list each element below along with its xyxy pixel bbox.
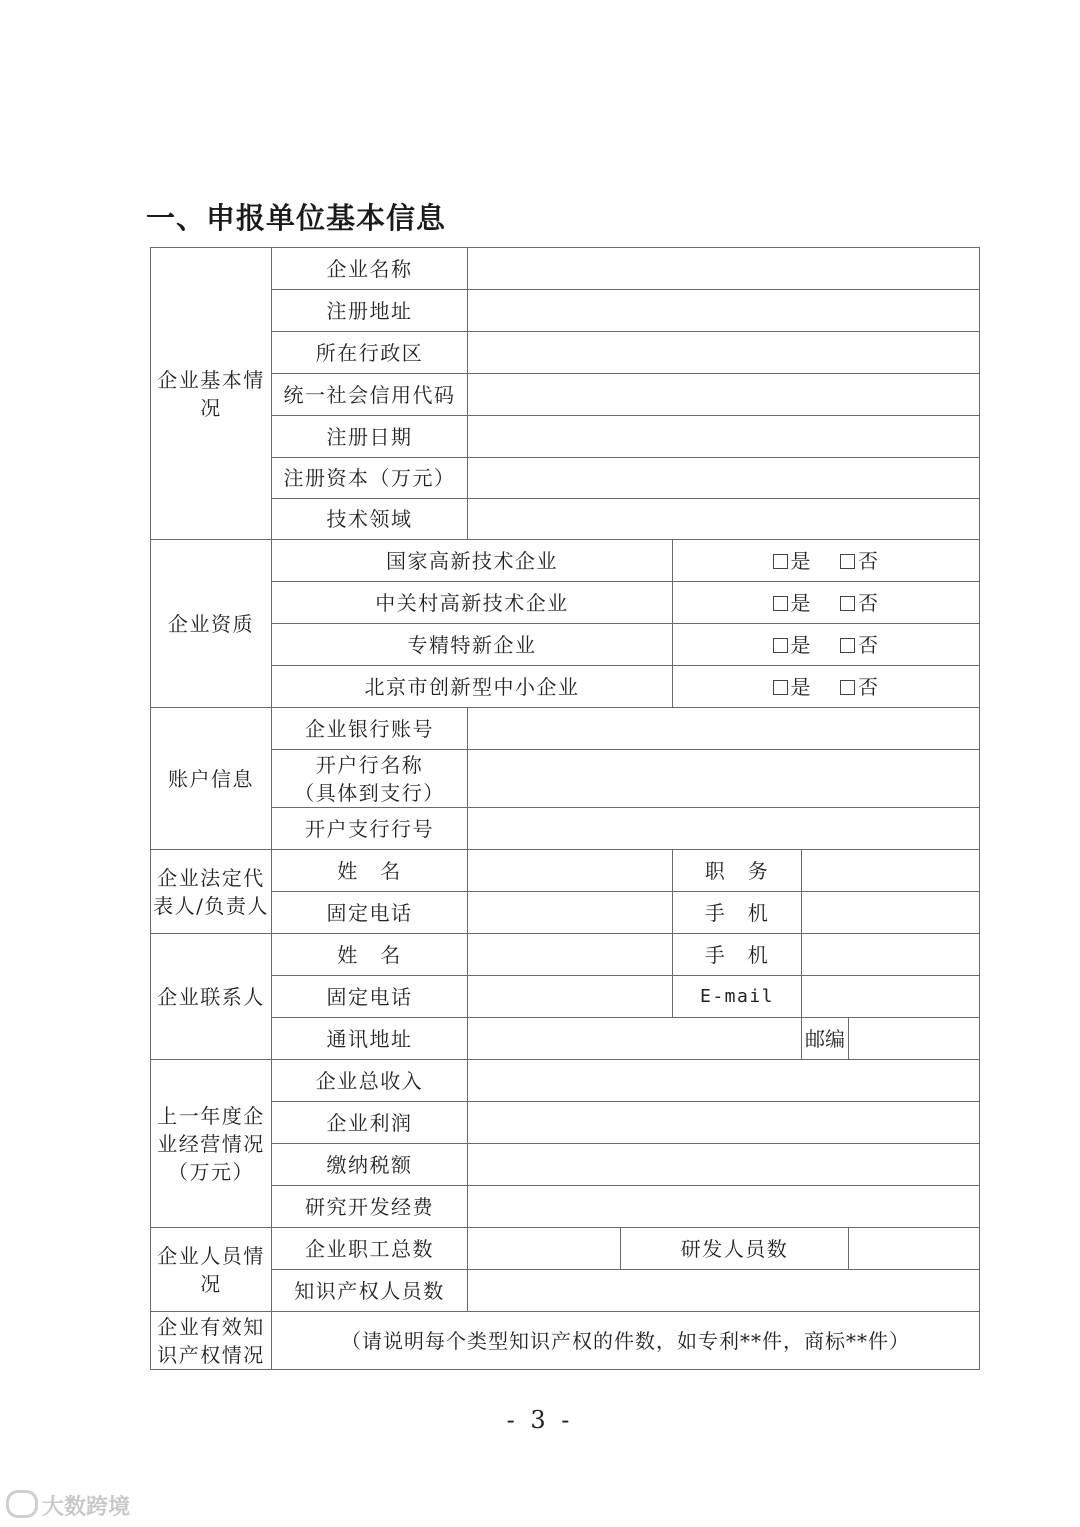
registration-date-label: 注册日期 [272, 416, 468, 458]
qualification-item-label: 国家高新技术企业 [272, 540, 673, 582]
no-checkbox[interactable]: 否 [840, 589, 880, 617]
yes-no-choice [673, 540, 980, 582]
registered-capital-field[interactable] [468, 458, 980, 499]
branch-number-field[interactable] [468, 808, 980, 850]
registered-capital-label: 注册资本（万元） [272, 458, 468, 499]
total-revenue-field[interactable] [468, 1060, 980, 1102]
rd-expense-label: 研究开发经费 [272, 1186, 468, 1228]
contact-address-field[interactable] [468, 1018, 802, 1060]
tech-field-label: 技术领域 [272, 499, 468, 540]
yes-no-choice [673, 666, 980, 708]
rd-expense-field[interactable] [468, 1186, 980, 1228]
checkbox-icon [840, 596, 855, 611]
checkbox-icon [773, 638, 788, 653]
legal-rep-title-field[interactable] [802, 850, 980, 892]
page-number: - 3 - [506, 1406, 574, 1434]
postcode-label: 邮编 [802, 1018, 849, 1060]
operation-group-label: 上一年度企业经营情况（万元） [151, 1060, 272, 1228]
total-revenue-label: 企业总收入 [272, 1060, 468, 1102]
contact-name-field[interactable] [468, 934, 673, 976]
legal-rep-phone-field[interactable] [468, 892, 673, 934]
bank-name-field[interactable] [468, 750, 980, 808]
credit-code-field[interactable] [468, 374, 980, 416]
legal-rep-name-label: 姓 名 [272, 850, 468, 892]
qualification-item-label: 专精特新企业 [272, 624, 673, 666]
company-name-label: 企业名称 [272, 248, 468, 290]
bank-name-label: 开户行名称 （具体到支行） [272, 750, 468, 808]
rd-staff-field[interactable] [849, 1228, 980, 1270]
contact-name-label: 姓 名 [272, 934, 468, 976]
district-label: 所在行政区 [272, 332, 468, 374]
basic-info-group-label: 企业基本情况 [151, 248, 272, 540]
tech-field-field[interactable] [468, 499, 980, 540]
yes-no-choice [673, 582, 980, 624]
registered-address-label: 注册地址 [272, 290, 468, 332]
contact-mobile-field[interactable] [802, 934, 980, 976]
checkbox-icon [840, 638, 855, 653]
contact-email-field[interactable] [802, 976, 980, 1018]
postcode-field[interactable] [849, 1018, 980, 1060]
section-heading: 一、申报单位基本信息 [146, 201, 447, 235]
branch-number-label: 开户支行行号 [272, 808, 468, 850]
total-staff-label: 企业职工总数 [272, 1228, 468, 1270]
yes-checkbox[interactable]: 是 [773, 547, 813, 575]
checkbox-icon [840, 554, 855, 569]
profit-label: 企业利润 [272, 1102, 468, 1144]
ip-staff-field[interactable] [468, 1270, 980, 1312]
watermark: 大数跨境 [6, 1490, 130, 1521]
checkbox-icon [773, 680, 788, 695]
ip-staff-label: 知识产权人员数 [272, 1270, 468, 1312]
qualification-item-label: 中关村高新技术企业 [272, 582, 673, 624]
contact-address-label: 通讯地址 [272, 1018, 468, 1060]
bank-account-field[interactable] [468, 708, 980, 750]
registered-address-field[interactable] [468, 290, 980, 332]
watermark-logo-icon [6, 1490, 38, 1518]
ip-status-group-label: 企业有效知识产权情况 [151, 1312, 272, 1370]
contact-phone-field[interactable] [468, 976, 673, 1018]
qualification-item-label: 北京市创新型中小企业 [272, 666, 673, 708]
bank-account-label: 企业银行账号 [272, 708, 468, 750]
application-form-table [150, 247, 980, 1370]
legal-rep-phone-label: 固定电话 [272, 892, 468, 934]
rd-staff-label: 研发人员数 [621, 1228, 849, 1270]
contact-mobile-label: 手 机 [673, 934, 802, 976]
checkbox-icon [773, 554, 788, 569]
yes-checkbox[interactable]: 是 [773, 589, 813, 617]
checkbox-icon [840, 680, 855, 695]
yes-no-choice [673, 624, 980, 666]
legal-rep-title-label: 职 务 [673, 850, 802, 892]
legal-rep-name-field[interactable] [468, 850, 673, 892]
legal-rep-group-label: 企业法定代表人/负责人 [151, 850, 272, 934]
tax-paid-label: 缴纳税额 [272, 1144, 468, 1186]
account-group-label: 账户信息 [151, 708, 272, 850]
registration-date-field[interactable] [468, 416, 980, 458]
staff-group-label: 企业人员情况 [151, 1228, 272, 1312]
contact-email-label: E-mail [673, 976, 802, 1018]
ip-status-field[interactable]: （请说明每个类型知识产权的件数，如专利**件，商标**件） [272, 1312, 980, 1370]
checkbox-icon [773, 596, 788, 611]
legal-rep-mobile-label: 手 机 [673, 892, 802, 934]
yes-checkbox[interactable]: 是 [773, 673, 813, 701]
profit-field[interactable] [468, 1102, 980, 1144]
total-staff-field[interactable] [468, 1228, 621, 1270]
contact-group-label: 企业联系人 [151, 934, 272, 1060]
no-checkbox[interactable]: 否 [840, 673, 880, 701]
district-field[interactable] [468, 332, 980, 374]
tax-paid-field[interactable] [468, 1144, 980, 1186]
contact-phone-label: 固定电话 [272, 976, 468, 1018]
legal-rep-mobile-field[interactable] [802, 892, 980, 934]
no-checkbox[interactable]: 否 [840, 631, 880, 659]
qualification-group-label: 企业资质 [151, 540, 272, 708]
no-checkbox[interactable]: 否 [840, 547, 880, 575]
company-name-field[interactable] [468, 248, 980, 290]
credit-code-label: 统一社会信用代码 [272, 374, 468, 416]
yes-checkbox[interactable]: 是 [773, 631, 813, 659]
